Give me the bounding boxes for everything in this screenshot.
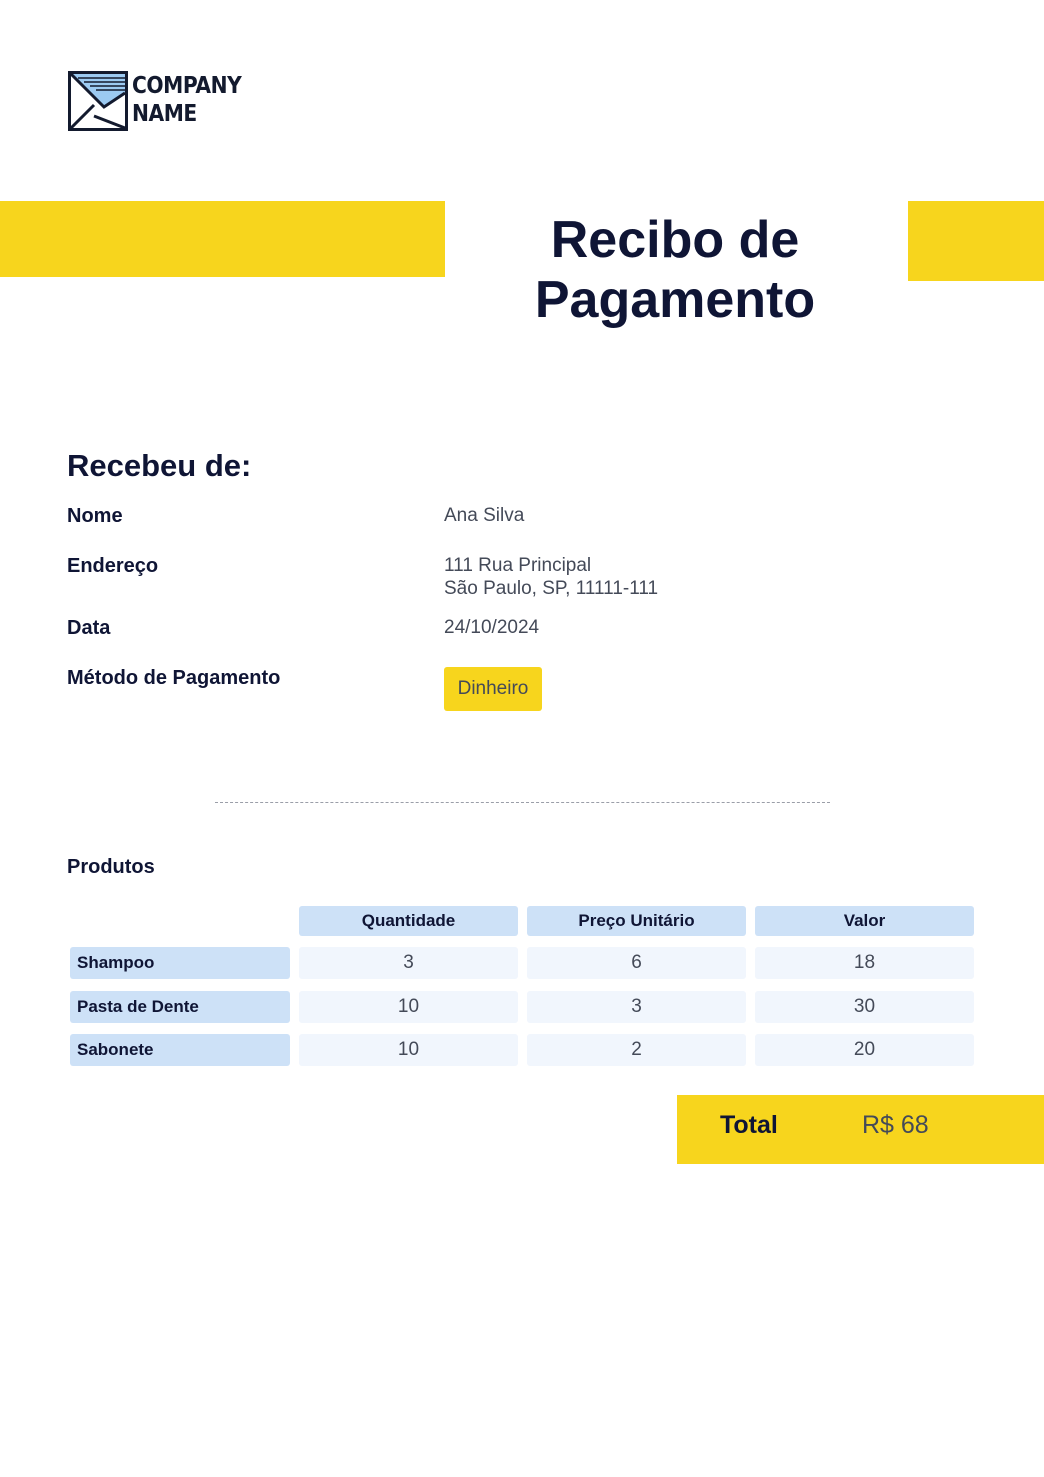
address-line2: São Paulo, SP, 11111-111	[444, 578, 659, 599]
address-label: Endereço	[67, 555, 159, 577]
table-cell-quantity: 10	[299, 991, 518, 1023]
address-value	[444, 554, 658, 600]
table-cell-quantity: 3	[299, 947, 518, 979]
column-header-quantity: Quantidade	[299, 906, 518, 936]
total-value: R$ 68	[862, 1111, 929, 1139]
date-label: Data	[67, 617, 111, 639]
products-heading: Produtos	[67, 856, 155, 878]
payment-method-label: Método de Pagamento	[67, 667, 281, 689]
table-cell-value: 30	[755, 991, 974, 1023]
payment-method-badge: Dinheiro	[444, 667, 542, 711]
date-value: 24/10/2024	[444, 617, 540, 638]
company-name-line2: NAME	[132, 101, 197, 127]
page-title	[470, 210, 880, 330]
column-header-value: Valor	[755, 906, 974, 936]
accent-bar-left	[0, 201, 445, 277]
product-name-sabonete: Sabonete	[70, 1034, 290, 1066]
table-cell-value: 20	[755, 1034, 974, 1066]
dashed-divider	[215, 802, 830, 803]
total-label: Total	[720, 1111, 778, 1139]
table-cell-quantity: 10	[299, 1034, 518, 1066]
accent-bar-right	[908, 201, 1044, 281]
table-cell-unit-price: 2	[527, 1034, 746, 1066]
page-title-line1: Recibo de	[550, 211, 800, 269]
company-name	[132, 72, 241, 128]
page-title-line2: Pagamento	[534, 271, 816, 329]
envelope-logo-icon	[68, 71, 128, 131]
product-name-shampoo: Shampoo	[70, 947, 290, 979]
column-header-unit-price: Preço Unitário	[527, 906, 746, 936]
company-name-line1: COMPANY	[132, 73, 242, 99]
name-label: Nome	[67, 505, 123, 527]
table-cell-unit-price: 3	[527, 991, 746, 1023]
address-line1: 111 Rua Principal	[444, 555, 592, 576]
total-box	[677, 1095, 1044, 1164]
product-name-pasta-de-dente: Pasta de Dente	[70, 991, 290, 1023]
table-cell-value: 18	[755, 947, 974, 979]
name-value: Ana Silva	[444, 505, 525, 526]
table-cell-unit-price: 6	[527, 947, 746, 979]
received-from-heading: Recebeu de:	[67, 448, 252, 483]
company-logo	[68, 70, 242, 132]
